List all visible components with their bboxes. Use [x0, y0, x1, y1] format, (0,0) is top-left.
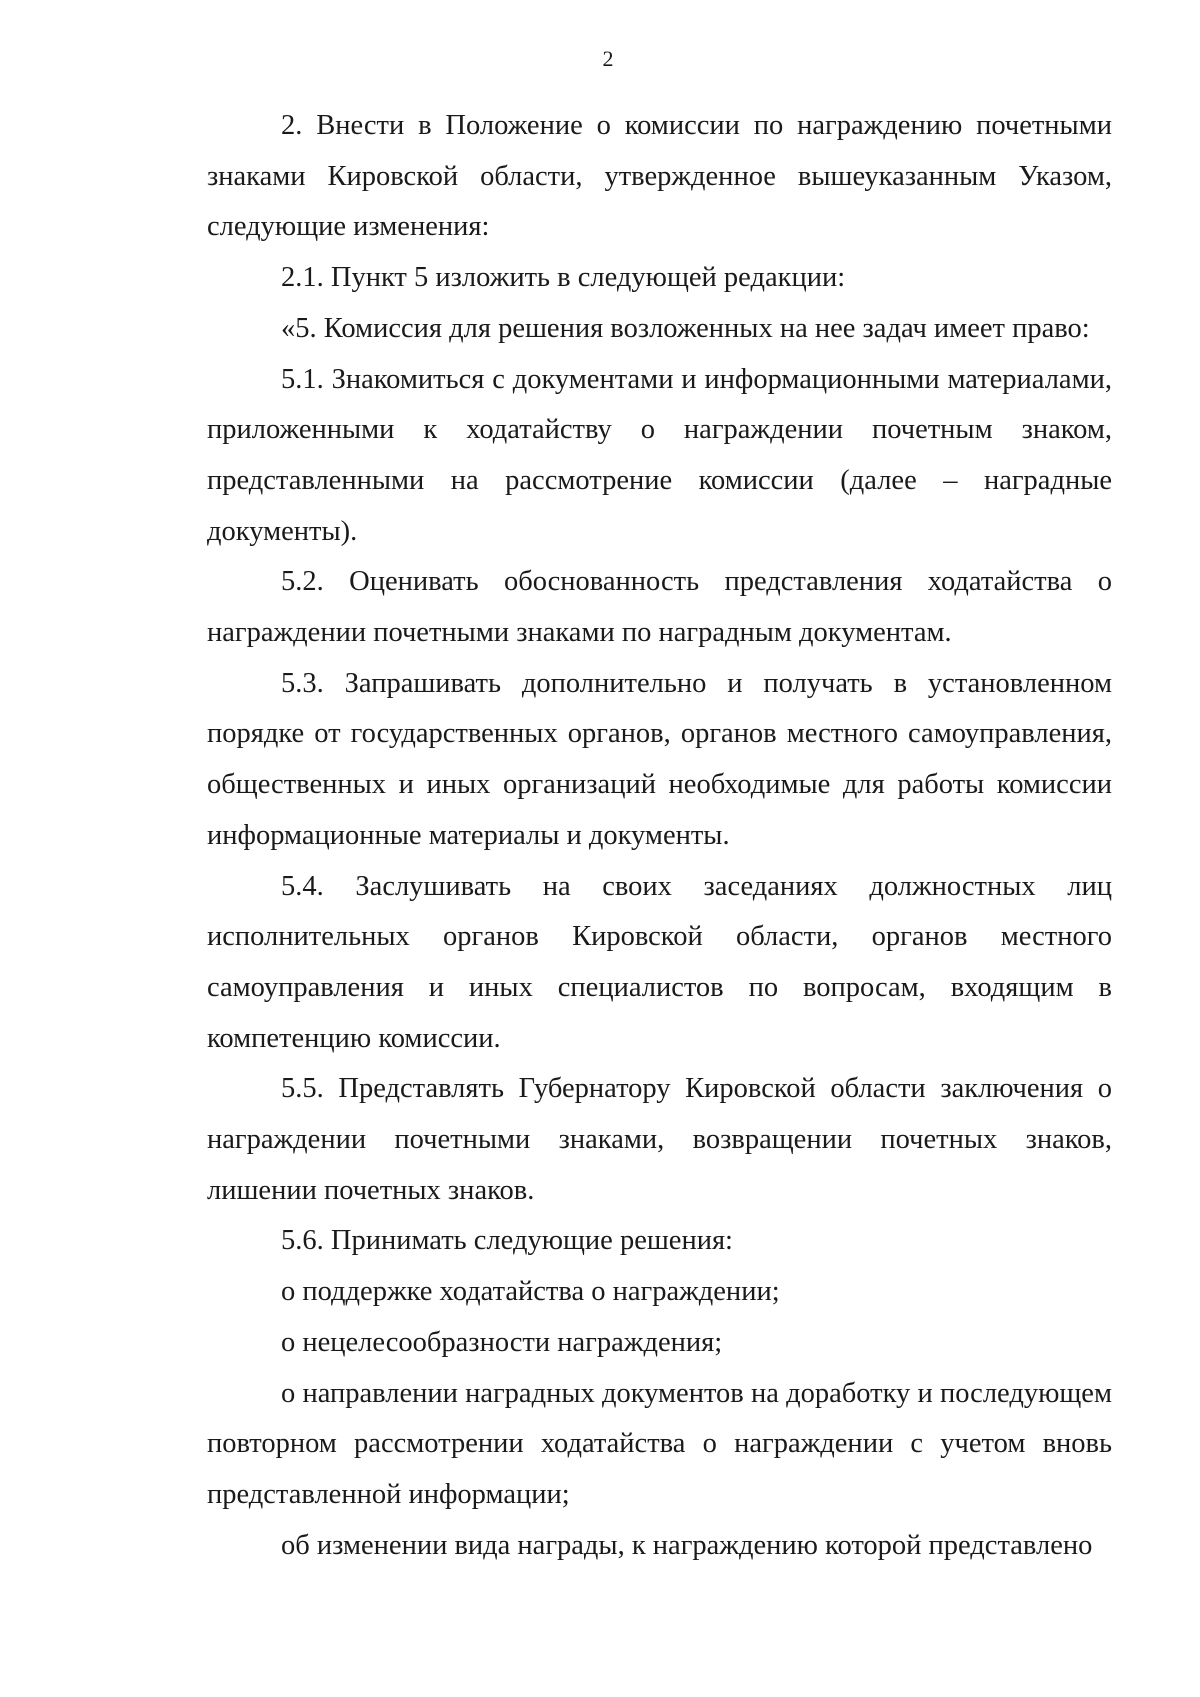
decision-item-revision: о направлении наградных документов на доработку и последующем повторном рассмотрении ходатайства о награждении с учетом вновь представленной информации; [207, 1377, 1112, 1510]
paragraph-5-4: 5.4. Заслушивать на своих заседаниях должностных лиц исполнительных органов Кировской области, органов местного самоуправления и иных специалистов по вопросам, входящим в компетенцию комиссии. [207, 870, 1112, 1054]
decision-item-award-change: об изменении вида награды, к награждению которой представлено [281, 1529, 1093, 1561]
paragraph-5-2: 5.2. Оценивать обоснованность представления ходатайства о награждении почетными знаками по наградным документам. [207, 566, 1112, 649]
page-number: 2 [602, 46, 614, 71]
paragraph-5-3: 5.3. Запрашивать дополнительно и получать в установленном порядке от государственных органов, органов местного самоуправления, общественных и иных организаций необходимые для работы комиссии информационные материалы и документы. [207, 667, 1112, 851]
paragraph-2: 2. Внести в Положение о комиссии по награждению почетными знаками Кировской области, утвержденное вышеуказанным Указом, следующие изменения: [207, 110, 1112, 243]
document-body [207, 101, 1112, 1571]
paragraph-5-1: 5.1. Знакомиться с документами и информационными материалами, приложенными к ходатайству о награждении почетным знаком, представленными на рассмотрение комиссии (далее – наградные документы). [207, 363, 1112, 547]
paragraph-5-6: 5.6. Принимать следующие решения: [281, 1225, 733, 1257]
paragraph-5: «5. Комиссия для решения возложенных на нее задач имеет право: [281, 312, 1090, 344]
paragraph-2-1: 2.1. Пункт 5 изложить в следующей редакции: [281, 262, 846, 294]
paragraph-5-5: 5.5. Представлять Губернатору Кировской области заключения о награждении почетными знаками, возвращении почетных знаков, лишении почетных знаков. [207, 1073, 1112, 1206]
decision-item-inexpedient: о нецелесообразности награждения; [281, 1326, 723, 1358]
decision-item-support: о поддержке ходатайства о награждении; [281, 1276, 780, 1308]
